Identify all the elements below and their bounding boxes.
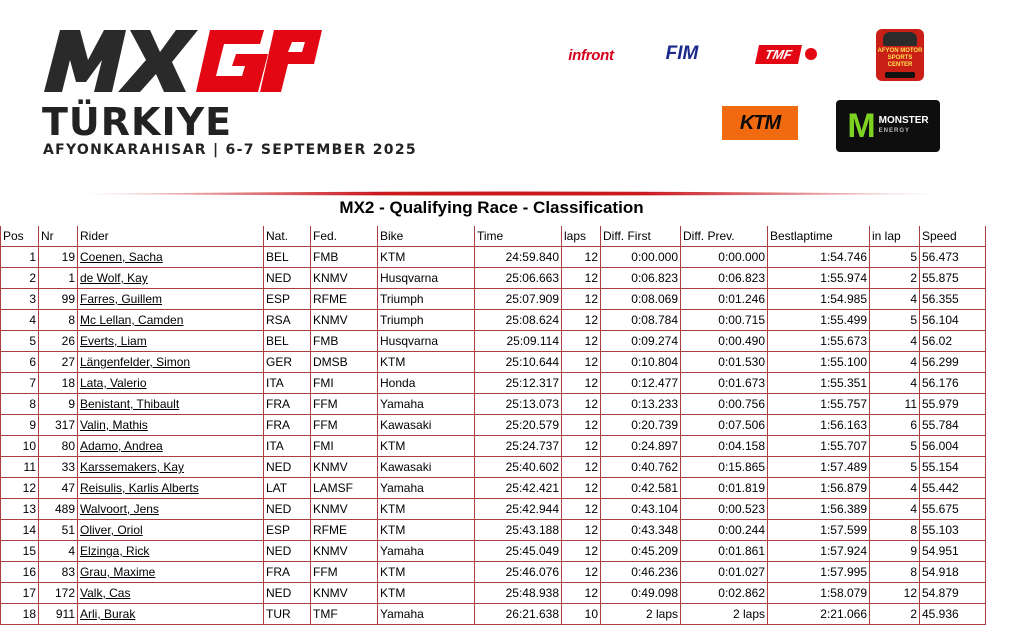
cell-bike: Husqvarna [378,331,475,352]
cell-pos: 5 [1,331,39,352]
cell-pos: 1 [1,247,39,268]
cell-laps: 12 [562,562,601,583]
cell-nat: TUR [264,604,311,625]
cell-laps: 12 [562,310,601,331]
cell-speed: 55.979 [920,394,986,415]
table-row [1,457,986,478]
table-row [1,373,986,394]
cell-fed: KNMV [311,457,378,478]
cell-nr: 19 [39,247,78,268]
cell-laps: 12 [562,247,601,268]
cell-time: 25:10.644 [475,352,562,373]
cell-nr: 1 [39,268,78,289]
cell-diff-first: 0:08.784 [601,310,681,331]
cell-diff-first: 0:08.069 [601,289,681,310]
cell-bike: Yamaha [378,541,475,562]
tmf-logo [745,40,829,68]
cell-laps: 12 [562,436,601,457]
cell-nat: ITA [264,436,311,457]
cell-nat: ESP [264,289,311,310]
cell-speed: 56.473 [920,247,986,268]
cell-diff-prev: 0:01.246 [681,289,768,310]
table-row [1,562,986,583]
cell-speed: 56.355 [920,289,986,310]
cell-time: 25:20.579 [475,415,562,436]
cell-diff-prev: 2 laps [681,604,768,625]
cell-fed: KNMV [311,268,378,289]
cell-bestlaptime: 1:55.499 [768,310,870,331]
column-header-nr: Nr [39,226,78,247]
cell-in-lap: 4 [870,352,920,373]
cell-in-lap: 2 [870,604,920,625]
cell-in-lap: 5 [870,436,920,457]
mxgp-logo-graphic [38,20,328,100]
cell-bike: Triumph [378,289,475,310]
cell-diff-prev: 0:00.715 [681,310,768,331]
cell-nat: BEL [264,331,311,352]
column-header-pos: Pos [1,226,39,247]
fim-logo-text: FIM [665,43,699,64]
cell-nr: 27 [39,352,78,373]
cell-in-lap: 8 [870,562,920,583]
cell-bestlaptime: 2:21.066 [768,604,870,625]
cell-speed: 56.299 [920,352,986,373]
cell-bike: KTM [378,352,475,373]
cell-diff-first: 0:45.209 [601,541,681,562]
table-row [1,394,986,415]
cell-nat: ESP [264,520,311,541]
cell-rider[interactable]: Valk, Cas [78,583,264,604]
cell-bestlaptime: 1:57.489 [768,457,870,478]
cell-laps: 10 [562,604,601,625]
cell-pos: 14 [1,520,39,541]
cell-rider[interactable]: Lata, Valerio [78,373,264,394]
cell-in-lap: 12 [870,583,920,604]
cell-time: 25:46.076 [475,562,562,583]
cell-diff-first: 0:13.233 [601,394,681,415]
cell-diff-prev: 0:01.819 [681,478,768,499]
table-row [1,289,986,310]
cell-rider[interactable]: de Wolf, Kay [78,268,264,289]
cell-fed: DMSB [311,352,378,373]
cell-fed: FFM [311,394,378,415]
cell-in-lap: 11 [870,394,920,415]
cell-fed: RFME [311,289,378,310]
cell-time: 26:21.638 [475,604,562,625]
cell-nr: 51 [39,520,78,541]
cell-diff-prev: 0:01.530 [681,352,768,373]
cell-laps: 12 [562,478,601,499]
cell-diff-prev: 0:01.027 [681,562,768,583]
cell-bestlaptime: 1:55.707 [768,436,870,457]
table-row [1,541,986,562]
cell-bestlaptime: 1:57.995 [768,562,870,583]
cell-laps: 12 [562,331,601,352]
cell-time: 25:12.317 [475,373,562,394]
column-header-diff-prev: Diff. Prev. [681,226,768,247]
cell-bestlaptime: 1:56.879 [768,478,870,499]
cell-time: 25:08.624 [475,310,562,331]
cell-rider[interactable]: Arli, Burak [78,604,264,625]
cell-bestlaptime: 1:58.079 [768,583,870,604]
cell-diff-first: 0:10.804 [601,352,681,373]
cell-nat: FRA [264,562,311,583]
cell-in-lap: 8 [870,520,920,541]
cell-bike: KTM [378,583,475,604]
cell-nat: NED [264,583,311,604]
cell-nat: BEL [264,247,311,268]
cell-diff-prev: 0:01.673 [681,373,768,394]
cell-in-lap: 5 [870,247,920,268]
cell-time: 25:13.073 [475,394,562,415]
cell-speed: 55.103 [920,520,986,541]
cell-pos: 18 [1,604,39,625]
cell-bike: Yamaha [378,394,475,415]
cell-nr: 33 [39,457,78,478]
cell-time: 25:40.602 [475,457,562,478]
table-row [1,604,986,625]
cell-laps: 12 [562,583,601,604]
cell-diff-first: 0:12.477 [601,373,681,394]
cell-nat: RSA [264,310,311,331]
cell-fed: FMI [311,373,378,394]
tmf-logo-text: TMF [755,45,802,64]
cell-diff-prev: 0:07.506 [681,415,768,436]
cell-laps: 12 [562,541,601,562]
cell-time: 25:45.049 [475,541,562,562]
monster-logo-subtext: ENERGY [878,128,910,134]
cell-speed: 45.936 [920,604,986,625]
cell-diff-first: 0:09.274 [601,331,681,352]
cell-pos: 9 [1,415,39,436]
cell-diff-first: 0:43.104 [601,499,681,520]
ktm-logo-text: KTM [739,111,781,134]
cell-pos: 8 [1,394,39,415]
cell-in-lap: 9 [870,541,920,562]
cell-time: 25:07.909 [475,289,562,310]
monster-claw-icon: M [847,107,876,145]
cell-rider[interactable]: Adamo, Andrea [78,436,264,457]
cell-diff-first: 0:40.762 [601,457,681,478]
classification-table [0,226,986,625]
cell-pos: 2 [1,268,39,289]
cell-rider[interactable]: Farres, Guillem [78,289,264,310]
table-row [1,268,986,289]
cell-speed: 55.154 [920,457,986,478]
cell-bestlaptime: 1:56.389 [768,499,870,520]
cell-nr: 26 [39,331,78,352]
table-row [1,415,986,436]
cell-diff-prev: 0:00.244 [681,520,768,541]
afyon-logo-text: AFYON MOTOR SPORTS CENTER [877,48,923,68]
cell-speed: 56.176 [920,373,986,394]
cell-laps: 12 [562,457,601,478]
afyon-motorsports-logo [874,28,926,82]
column-header-bestlaptime: Bestlaptime [768,226,870,247]
cell-time: 24:59.840 [475,247,562,268]
table-row [1,247,986,268]
cell-nat: NED [264,268,311,289]
afyon-badge-icon [876,29,924,81]
classification-title: MX2 - Qualifying Race - Classification [339,198,644,217]
cell-diff-prev: 0:15.865 [681,457,768,478]
cell-nat: ITA [264,373,311,394]
cell-nr: 18 [39,373,78,394]
cell-speed: 56.02 [920,331,986,352]
cell-nat: GER [264,352,311,373]
cell-laps: 12 [562,415,601,436]
cell-diff-prev: 0:02.862 [681,583,768,604]
table-body [1,247,986,625]
cell-speed: 55.442 [920,478,986,499]
cell-pos: 3 [1,289,39,310]
cell-bike: Yamaha [378,478,475,499]
cell-pos: 13 [1,499,39,520]
cell-time: 25:48.938 [475,583,562,604]
cell-rider[interactable]: Coenen, Sacha [78,247,264,268]
cell-pos: 4 [1,310,39,331]
cell-in-lap: 4 [870,478,920,499]
tmf-dot-icon [805,48,817,60]
table-row [1,436,986,457]
cell-fed: FFM [311,562,378,583]
cell-bike: KTM [378,436,475,457]
cell-time: 25:09.114 [475,331,562,352]
cell-fed: FFM [311,415,378,436]
column-header-laps: laps [562,226,601,247]
cell-bike: KTM [378,247,475,268]
cell-pos: 10 [1,436,39,457]
cell-pos: 16 [1,562,39,583]
cell-fed: RFME [311,520,378,541]
cell-nat: NED [264,541,311,562]
cell-rider[interactable]: Everts, Liam [78,331,264,352]
cell-bestlaptime: 1:56.163 [768,415,870,436]
cell-fed: LAMSF [311,478,378,499]
cell-diff-first: 0:20.739 [601,415,681,436]
cell-laps: 12 [562,520,601,541]
cell-diff-first: 0:00.000 [601,247,681,268]
cell-pos: 11 [1,457,39,478]
table-row [1,499,986,520]
monster-logo-text: MONSTER [878,115,929,126]
cell-diff-prev: 0:04.158 [681,436,768,457]
cell-time: 25:42.944 [475,499,562,520]
cell-bestlaptime: 1:55.757 [768,394,870,415]
cell-diff-prev: 0:00.490 [681,331,768,352]
cell-fed: KNMV [311,583,378,604]
table-row [1,310,986,331]
table-row [1,478,986,499]
cell-nr: 911 [39,604,78,625]
cell-laps: 12 [562,373,601,394]
cell-nr: 8 [39,310,78,331]
cell-diff-prev: 0:06.823 [681,268,768,289]
cell-diff-prev: 0:00.756 [681,394,768,415]
cell-diff-first: 0:49.098 [601,583,681,604]
cell-pos: 15 [1,541,39,562]
cell-bestlaptime: 1:55.673 [768,331,870,352]
cell-laps: 12 [562,352,601,373]
cell-diff-first: 0:46.236 [601,562,681,583]
cell-rider[interactable]: Valin, Mathis [78,415,264,436]
cell-nat: LAT [264,478,311,499]
cell-speed: 54.918 [920,562,986,583]
cell-diff-first: 0:24.897 [601,436,681,457]
cell-in-lap: 6 [870,415,920,436]
column-header-time: Time [475,226,562,247]
cell-nr: 99 [39,289,78,310]
cell-nat: NED [264,457,311,478]
cell-rider[interactable]: Grau, Maxime [78,562,264,583]
cell-time: 25:06.663 [475,268,562,289]
cell-pos: 17 [1,583,39,604]
cell-in-lap: 2 [870,268,920,289]
cell-speed: 56.004 [920,436,986,457]
cell-bestlaptime: 1:54.746 [768,247,870,268]
cell-diff-first: 0:42.581 [601,478,681,499]
column-header-speed: Speed [920,226,986,247]
cell-bestlaptime: 1:54.985 [768,289,870,310]
cell-rider[interactable]: Karssemakers, Kay [78,457,264,478]
cell-nr: 80 [39,436,78,457]
cell-diff-first: 0:06.823 [601,268,681,289]
cell-rider[interactable]: Walvoort, Jens [78,499,264,520]
cell-speed: 54.879 [920,583,986,604]
cell-rider[interactable]: Reisulis, Karlis Alberts [78,478,264,499]
table-row [1,352,986,373]
column-header-in-lap: in lap [870,226,920,247]
cell-fed: KNMV [311,499,378,520]
cell-speed: 56.104 [920,310,986,331]
cell-laps: 12 [562,268,601,289]
cell-bike: Honda [378,373,475,394]
cell-bestlaptime: 1:57.924 [768,541,870,562]
cell-pos: 12 [1,478,39,499]
cell-fed: FMI [311,436,378,457]
cell-fed: KNMV [311,310,378,331]
cell-speed: 54.951 [920,541,986,562]
ktm-logo [722,106,798,140]
cell-time: 25:24.737 [475,436,562,457]
cell-rider[interactable]: Benistant, Thibault [78,394,264,415]
table-row [1,331,986,352]
cell-bestlaptime: 1:55.100 [768,352,870,373]
column-header-bike: Bike [378,226,475,247]
cell-bike: Husqvarna [378,268,475,289]
cell-in-lap: 4 [870,499,920,520]
table-header-row [1,226,986,247]
cell-nr: 317 [39,415,78,436]
column-header-fed: Fed. [311,226,378,247]
cell-bike: Triumph [378,310,475,331]
cell-nr: 172 [39,583,78,604]
event-subtitle: AFYONKARAHISAR | 6-7 SEPTEMBER 2025 [43,142,417,158]
cell-bike: KTM [378,562,475,583]
mxgp-logo [38,20,328,100]
cell-rider[interactable]: Mc Lellan, Camden [78,310,264,331]
cell-bike: KTM [378,520,475,541]
monster-energy-logo [834,98,942,154]
cell-bestlaptime: 1:55.974 [768,268,870,289]
event-name: TÜRKIYE [42,100,233,144]
cell-fed: KNMV [311,541,378,562]
cell-bike: Kawasaki [378,457,475,478]
cell-diff-prev: 0:00.000 [681,247,768,268]
cell-pos: 7 [1,373,39,394]
cell-diff-first: 0:43.348 [601,520,681,541]
cell-bike: Kawasaki [378,415,475,436]
cell-bike: Yamaha [378,604,475,625]
cell-laps: 12 [562,394,601,415]
column-header-nat: Nat. [264,226,311,247]
cell-bestlaptime: 1:55.351 [768,373,870,394]
cell-time: 25:43.188 [475,520,562,541]
cell-speed: 55.875 [920,268,986,289]
cell-in-lap: 5 [870,457,920,478]
cell-in-lap: 4 [870,331,920,352]
cell-laps: 12 [562,499,601,520]
cell-diff-prev: 0:00.523 [681,499,768,520]
cell-nr: 489 [39,499,78,520]
cell-laps: 12 [562,289,601,310]
cell-fed: TMF [311,604,378,625]
cell-nat: FRA [264,415,311,436]
cell-nr: 9 [39,394,78,415]
table-row [1,583,986,604]
cell-nat: FRA [264,394,311,415]
cell-pos: 6 [1,352,39,373]
cell-diff-first: 2 laps [601,604,681,625]
cell-in-lap: 4 [870,289,920,310]
cell-speed: 55.784 [920,415,986,436]
infront-logo [560,44,622,66]
cell-speed: 55.675 [920,499,986,520]
infront-logo-text: infront [568,46,614,64]
cell-nr: 4 [39,541,78,562]
cell-diff-prev: 0:01.861 [681,541,768,562]
table-row [1,520,986,541]
cell-fed: FMB [311,247,378,268]
cell-nat: NED [264,499,311,520]
cell-bike: KTM [378,499,475,520]
column-header-rider: Rider [78,226,264,247]
header-divider [70,184,950,192]
cell-nr: 47 [39,478,78,499]
fim-logo [655,42,709,66]
cell-in-lap: 5 [870,310,920,331]
cell-in-lap: 4 [870,373,920,394]
cell-time: 25:42.421 [475,478,562,499]
cell-fed: FMB [311,331,378,352]
cell-rider[interactable]: Oliver, Oriol [78,520,264,541]
cell-rider[interactable]: Elzinga, Rick [78,541,264,562]
cell-nr: 83 [39,562,78,583]
cell-bestlaptime: 1:57.599 [768,520,870,541]
column-header-diff-first: Diff. First [601,226,681,247]
cell-rider[interactable]: Längenfelder, Simon [78,352,264,373]
